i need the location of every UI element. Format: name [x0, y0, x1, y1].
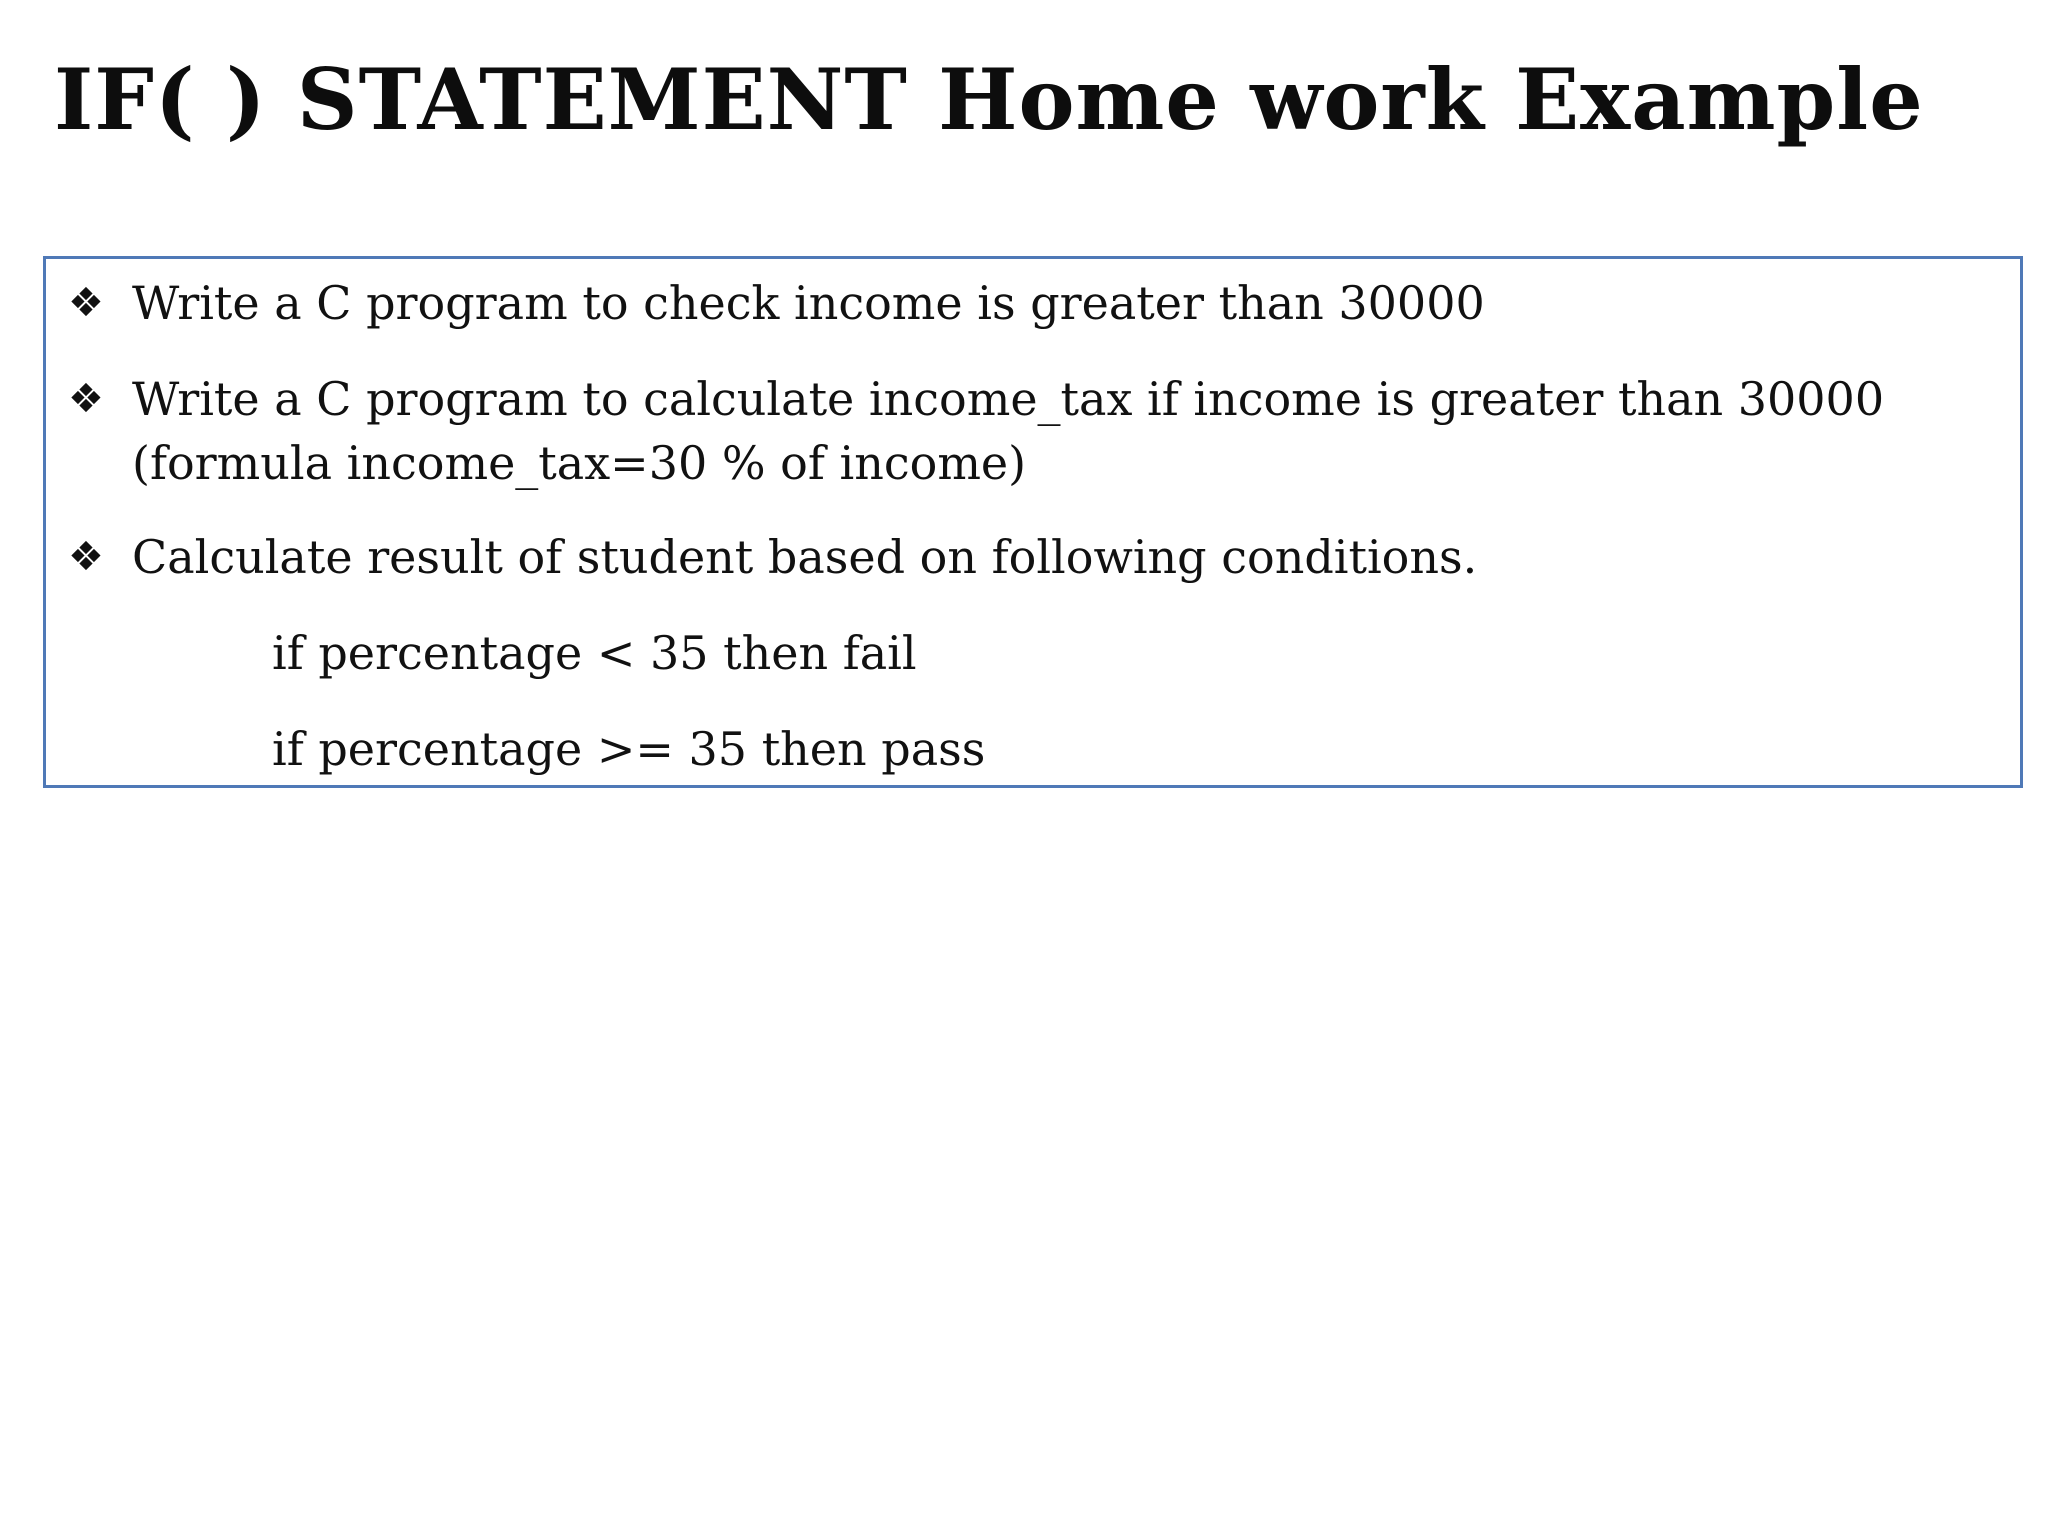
homework-content-box: [43, 256, 2023, 788]
diamond-bullet-icon: ❖: [68, 280, 104, 326]
bullet-text: [132, 367, 2022, 495]
condition-fail: if percentage < 35 then fail: [272, 626, 917, 680]
slide-title: IF( ) STATEMENT Home work Example: [54, 50, 1924, 149]
bullet-line: Write a C program to calculate income_tax if income is greater than 30000: [132, 372, 1885, 426]
condition-pass: if percentage >= 35 then pass: [272, 722, 986, 776]
diamond-bullet-icon: ❖: [68, 534, 104, 580]
diamond-bullet-icon: ❖: [68, 376, 104, 422]
bullet-line: Calculate result of student based on following conditions.: [132, 530, 1478, 584]
bullet-line-continuation: (formula income_tax=30 % of income): [132, 436, 1027, 490]
bullet-text: [132, 271, 2022, 335]
bullet-line: Write a C program to check income is greater than 30000: [132, 276, 1485, 330]
bullet-text: [132, 525, 2022, 589]
